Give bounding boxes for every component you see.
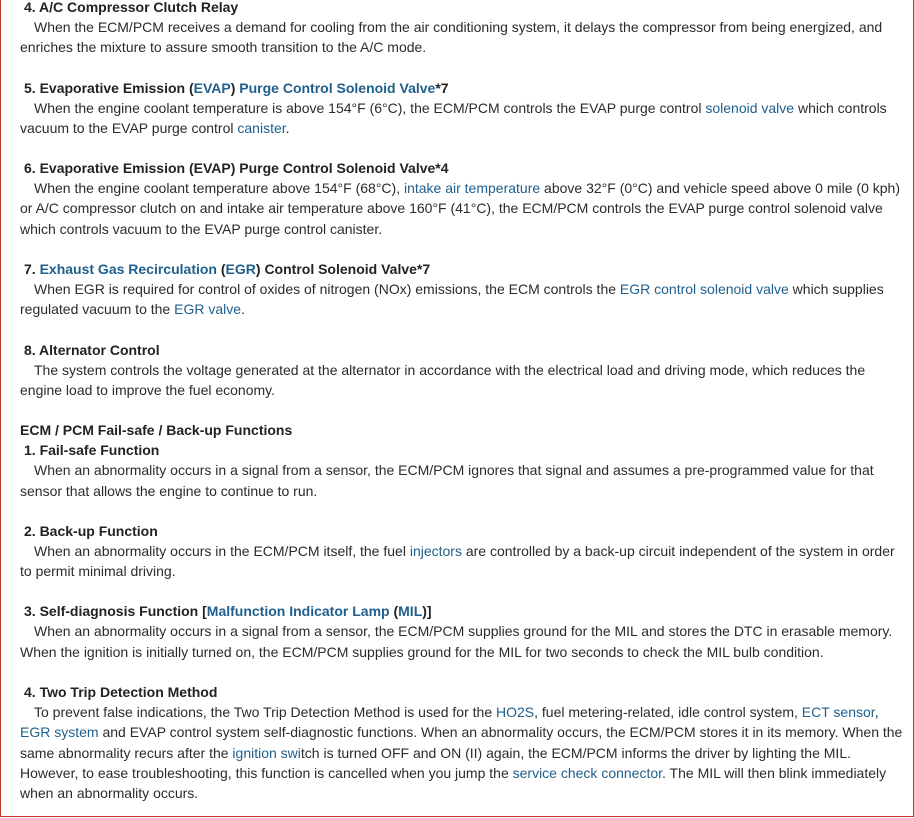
text-run: tch is turned OFF and ON (II) again, the ECM/PCM informs the driver by lighting the MIL. However, to ease troubleshooting, this function is cancelled when you jump the	[20, 744, 852, 781]
section-title	[20, 259, 904, 279]
section-title	[20, 682, 904, 702]
section-7	[20, 521, 904, 582]
text-run: )	[230, 79, 240, 96]
section-3	[20, 158, 904, 239]
section-title	[20, 158, 904, 178]
text-run: The system controls the voltage generated at the alternator in accordance with the electrical load and driving mode, which reduces the engine load to improve the fuel economy.	[20, 361, 866, 398]
section-body	[20, 360, 904, 401]
section-body	[20, 541, 904, 582]
link-exhaust-gas-recirculation[interactable]: Exhaust Gas Recirculation	[39, 261, 217, 278]
text-run: When the engine coolant temperature is above 154°F (6°C), the ECM/PCM controls the EVAP purge control	[34, 99, 706, 116]
text-run: 4. Two Trip Detection Method	[24, 684, 218, 701]
section-title	[20, 78, 904, 98]
text-run: .	[285, 119, 290, 136]
text-run: 8. Alternator Control	[24, 341, 160, 358]
text-run: (	[216, 261, 226, 278]
link-ho2s[interactable]: HO2S	[496, 704, 535, 721]
link-egr-valve[interactable]: EGR valve	[174, 301, 242, 318]
text-run: ,	[874, 704, 879, 721]
text-run: , fuel metering-related, idle control system,	[534, 704, 802, 721]
link-malfunction-indicator-lamp[interactable]: Malfunction Indicator Lamp	[206, 603, 390, 620]
text-run: When an abnormality occurs in a signal from a sensor, the ECM/PCM ignores that signal and assumes a pre-programmed value for that sensor that allows the engine to continue to run.	[20, 462, 874, 499]
section-title	[20, 340, 904, 360]
text-run: and EVAP control system self-diagnostic functions. When an abnormality occurs, the ECM/PCM stores it in its memory. When the same abnormality recurs after the	[20, 724, 903, 761]
text-run: ) Control Solenoid Valve*7	[255, 261, 431, 278]
text-run: 6. Evaporative Emission (EVAP) Purge Control Solenoid Valve*4	[24, 160, 449, 177]
link-egr[interactable]: EGR	[225, 261, 256, 278]
text-run: 4. A/C Compressor Clutch Relay	[24, 0, 239, 15]
section-title	[20, 0, 904, 17]
text-run: which controls vacuum to the EVAP purge control	[20, 99, 887, 136]
section-body	[20, 702, 904, 803]
link-solenoid-valve[interactable]: solenoid valve	[705, 99, 795, 116]
text-run: To prevent false indications, the Two Trip Detection Method is used for the	[34, 704, 496, 721]
text-run: 3. Self-diagnosis Function [	[24, 603, 207, 620]
section-2	[20, 78, 904, 139]
text-run: When an abnormality occurs in the ECM/PCM itself, the fuel	[34, 542, 410, 559]
text-run: .	[241, 301, 245, 318]
link-canister[interactable]: canister	[237, 119, 286, 136]
section-body	[20, 460, 904, 501]
section-body	[20, 98, 904, 139]
text-run: When the engine coolant temperature above 154°F (68°C),	[34, 180, 404, 197]
link-egr-control-solenoid-valve[interactable]: EGR control solenoid valve	[619, 281, 789, 298]
link-egr-system[interactable]: EGR system	[20, 724, 99, 741]
section-body	[20, 17, 904, 58]
text-run: 1. Fail-safe Function	[24, 442, 160, 459]
text-run: When EGR is required for control of oxides of nitrogen (NOx) emissions, the ECM controls the	[34, 281, 620, 298]
section-body	[20, 621, 904, 662]
link-purge-control-solenoid-valve[interactable]: Purge Control Solenoid Valve	[239, 79, 436, 96]
section-body	[20, 279, 904, 320]
section-1	[20, 0, 904, 58]
link-ignition-swi[interactable]: ignition swi	[232, 744, 301, 761]
text-run: When the ECM/PCM receives a demand for cooling from the air conditioning system, it delays the compressor from being energized, and enriches the mixture to assure smooth transition to the A/C mode.	[20, 19, 883, 56]
section-heading: ECM / PCM Fail-safe / Back-up Functions	[20, 422, 293, 439]
link-intake-air-temperature[interactable]: intake air temperature	[403, 180, 541, 197]
text-run: . The MIL will then blink immediately when an abnormality occurs.	[20, 764, 887, 802]
section-4	[20, 259, 904, 320]
link-injectors[interactable]: injectors	[409, 542, 462, 559]
text-run: When an abnormality occurs in a signal from a sensor, the ECM/PCM supplies ground for the MIL and stores the DTC in erasable memory. When the ignition is initially turned on, the ECM/PCM supplies ground for the MIL for two seconds to check the MIL bulb condition.	[20, 623, 893, 660]
text-run: above 32°F (0°C) and vehicle speed above 0 mile (0 kph) or A/C compressor clutch on and intake air temperature above 160°F (41°C), the ECM/PCM controls the EVAP purge control solenoid valve which controls vacuum to the EVAP purge control canister.	[20, 180, 900, 237]
text-run: *7	[435, 79, 449, 96]
section-body	[20, 178, 904, 239]
text-run: 5. Evaporative Emission (	[24, 79, 194, 96]
text-run: which supplies regulated vacuum to the	[20, 281, 884, 318]
section-title	[20, 601, 904, 621]
section-9	[20, 682, 904, 803]
link-service-check-connector[interactable]: service check connector	[512, 764, 663, 781]
text-run: 2. Back-up Function	[24, 522, 158, 539]
document-content	[20, 0, 904, 804]
section-title	[20, 440, 904, 460]
section-8	[20, 601, 904, 662]
link-evap[interactable]: EVAP	[193, 79, 231, 96]
text-run: (	[389, 603, 399, 620]
section-5	[20, 340, 904, 401]
text-run: )]	[422, 603, 432, 620]
section-title	[20, 521, 904, 541]
link-ect-sensor[interactable]: ECT sensor	[801, 704, 875, 721]
text-run: are controlled by a back-up circuit independent of the system in order to permit minimal driving.	[20, 542, 895, 580]
text-run: 7.	[24, 261, 40, 278]
link-mil[interactable]: MIL	[398, 603, 423, 620]
section-6	[20, 420, 904, 501]
